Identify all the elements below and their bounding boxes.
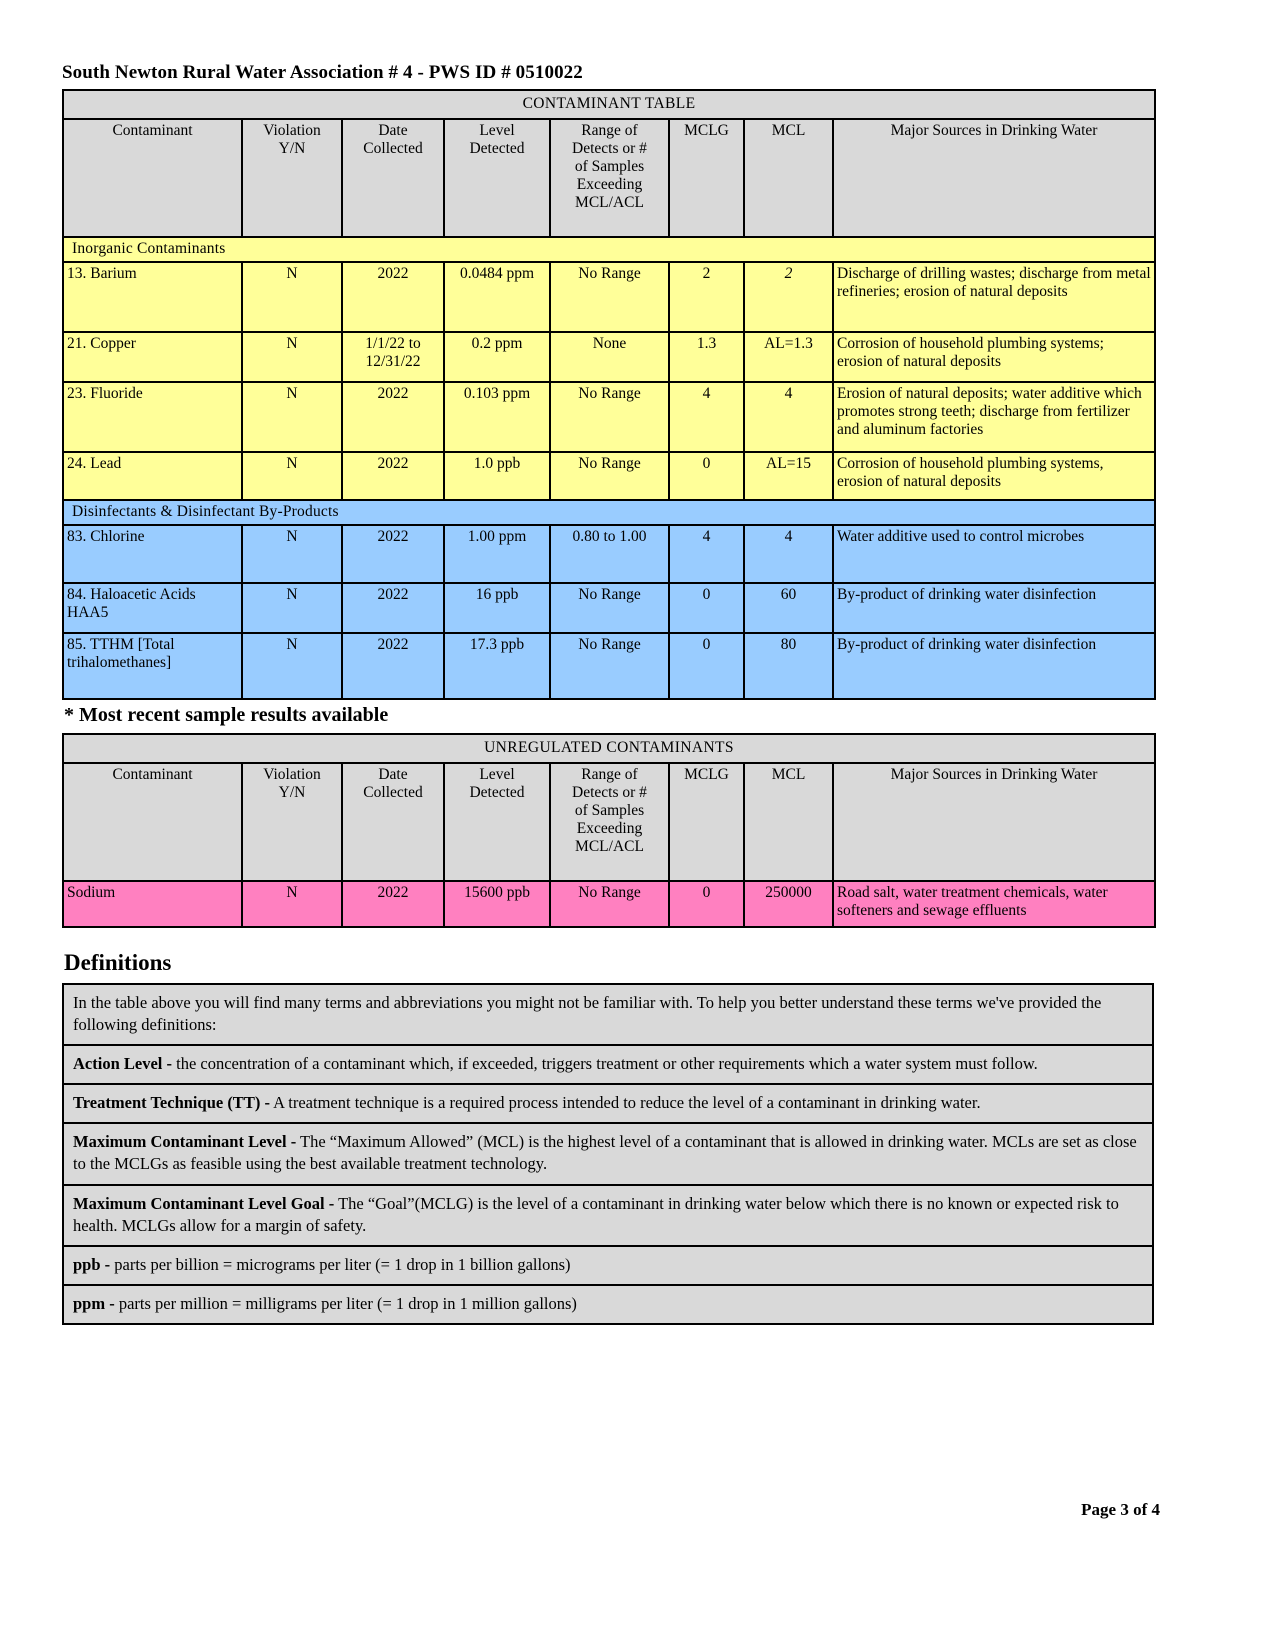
- cell-contaminant: 21. Copper: [63, 332, 242, 382]
- definition-row: [63, 1246, 1153, 1285]
- cell-violation: N: [242, 583, 342, 633]
- cell-violation: N: [242, 525, 342, 583]
- cell-contaminant: 85. TTHM [Total trihalomethanes]: [63, 633, 242, 699]
- table-row: [63, 583, 1155, 633]
- column-header-contaminant-line1: Contaminant: [112, 765, 193, 783]
- cell-violation: N: [242, 452, 342, 500]
- definition-mclg: [63, 1185, 1153, 1246]
- group-label-inorganic: Inorganic Contaminants: [63, 237, 1155, 262]
- page-footer: Page 3 of 4: [1081, 1500, 1160, 1519]
- cell-date: 2022: [342, 583, 444, 633]
- column-header-violation-line1: Violation: [263, 121, 321, 139]
- cell-contaminant: 13. Barium: [63, 262, 242, 332]
- cell-mcl: 4: [744, 525, 833, 583]
- cell-sources: By-product of drinking water disinfection: [833, 633, 1155, 699]
- column-header-range-line1: Range of: [581, 765, 638, 783]
- column-header-contaminant-line1: Contaminant: [112, 121, 193, 139]
- cell-violation: N: [242, 881, 342, 927]
- cell-sources: Corrosion of household plumbing systems, erosion of natural deposits: [833, 452, 1155, 500]
- cell-level: 0.103 ppm: [444, 382, 550, 452]
- cell-mclg: 2: [669, 262, 744, 332]
- cell-sources: Water additive used to control microbes: [833, 525, 1155, 583]
- definition-mcl: [63, 1123, 1153, 1184]
- definitions-heading: Definitions: [64, 949, 172, 975]
- definition-intro-text: In the table above you will find many terms and abbreviations you might not be familiar with. To help you better understand these terms we've provided the following definitions:: [63, 984, 1153, 1045]
- column-header-range-line3: of Samples: [574, 801, 645, 819]
- column-header-range-line3: of Samples: [574, 157, 645, 175]
- contaminant-table-banner-row: [63, 90, 1155, 119]
- group-label-disinfectants: Disinfectants & Disinfectant By-Products: [63, 500, 1155, 525]
- cell-range: 0.80 to 1.00: [550, 525, 669, 583]
- column-header-sources: [833, 119, 1155, 237]
- column-header-mcl-text: MCL: [771, 765, 806, 783]
- definition-term: Treatment Technique (TT) -: [73, 1093, 270, 1113]
- cell-date: 2022: [342, 452, 444, 500]
- column-header-sources-text: Major Sources in Drinking Water: [890, 121, 1098, 139]
- cell-date: 2022: [342, 633, 444, 699]
- column-header-range-line4: Exceeding: [576, 175, 643, 193]
- definition-text: parts per billion = micrograms per liter (= 1 drop in 1 billion gallons): [110, 1254, 571, 1274]
- cell-level: 17.3 ppb: [444, 633, 550, 699]
- definition-row: [63, 1285, 1153, 1324]
- column-header-date-collected: [342, 763, 444, 881]
- definition-row-intro: [63, 984, 1153, 1045]
- group-header-row-inorganic: [63, 237, 1155, 262]
- unregulated-contaminants-table: [62, 733, 1156, 928]
- column-header-contaminant: [63, 119, 242, 237]
- column-header-violation: [242, 763, 342, 881]
- column-header-level-line1: Level: [479, 121, 515, 139]
- definition-text: the concentration of a contaminant which, if exceeded, triggers treatment or other requirements which a water system must follow.: [171, 1054, 1038, 1074]
- cell-mcl: 2: [744, 262, 833, 332]
- column-header-mclg-text: MCLG: [684, 121, 729, 139]
- column-header-mcl: [744, 119, 833, 237]
- cell-range: No Range: [550, 382, 669, 452]
- definition-text: A treatment technique is a required process intended to reduce the level of a contaminant in drinking water.: [269, 1093, 981, 1113]
- column-header-range: [550, 119, 669, 237]
- cell-date: 1/1/22 to 12/31/22: [342, 332, 444, 382]
- cell-mclg: 0: [669, 633, 744, 699]
- definition-row: [63, 1045, 1153, 1084]
- column-header-level-line2: Detected: [469, 783, 525, 801]
- column-header-sources: [833, 763, 1155, 881]
- definition-term: ppm -: [73, 1293, 115, 1313]
- cell-contaminant: 84. Haloacetic Acids HAA5: [63, 583, 242, 633]
- column-header-range-line1: Range of: [581, 121, 638, 139]
- contaminant-table: [62, 89, 1156, 700]
- cell-mcl: 4: [744, 382, 833, 452]
- table-row: [63, 262, 1155, 332]
- table-row: [63, 881, 1155, 927]
- cell-range: No Range: [550, 452, 669, 500]
- definition-treatment-technique: [63, 1084, 1153, 1123]
- table-row: [63, 633, 1155, 699]
- cell-contaminant: 23. Fluoride: [63, 382, 242, 452]
- cell-contaminant: 24. Lead: [63, 452, 242, 500]
- cell-mcl: AL=1.3: [744, 332, 833, 382]
- cell-mclg: 0: [669, 583, 744, 633]
- definition-ppm: [63, 1285, 1153, 1324]
- cell-mclg: 1.3: [669, 332, 744, 382]
- cell-mcl: 80: [744, 633, 833, 699]
- cell-violation: N: [242, 332, 342, 382]
- cell-date: 2022: [342, 525, 444, 583]
- page-title: South Newton Rural Water Association # 4 - PWS ID # 0510022: [62, 62, 583, 83]
- cell-date: 2022: [342, 382, 444, 452]
- contaminant-table-banner: CONTAMINANT TABLE: [63, 90, 1155, 119]
- definition-row: [63, 1123, 1153, 1184]
- cell-range: No Range: [550, 881, 669, 927]
- column-header-violation-line1: Violation: [263, 765, 321, 783]
- cell-sources: Corrosion of household plumbing systems; erosion of natural deposits: [833, 332, 1155, 382]
- definition-action-level: [63, 1045, 1153, 1084]
- cell-mclg: 4: [669, 525, 744, 583]
- definition-term: Maximum Contaminant Level -: [73, 1132, 297, 1152]
- cell-mclg: 0: [669, 452, 744, 500]
- cell-sources: Road salt, water treatment chemicals, water softeners and sewage effluents: [833, 881, 1155, 927]
- cell-sources: By-product of drinking water disinfection: [833, 583, 1155, 633]
- cell-range: No Range: [550, 583, 669, 633]
- contaminant-table-header-row: [63, 119, 1155, 237]
- column-header-range: [550, 763, 669, 881]
- column-header-date-line1: Date: [378, 121, 408, 139]
- column-header-date-collected: [342, 119, 444, 237]
- cell-range: None: [550, 332, 669, 382]
- cell-mcl: AL=15: [744, 452, 833, 500]
- cell-range: No Range: [550, 633, 669, 699]
- cell-violation: N: [242, 382, 342, 452]
- unregulated-banner-row: [63, 734, 1155, 763]
- cell-range: No Range: [550, 262, 669, 332]
- group-header-row-disinfectants: [63, 500, 1155, 525]
- table-row: [63, 525, 1155, 583]
- column-header-mclg-text: MCLG: [684, 765, 729, 783]
- cell-mcl: 250000: [744, 881, 833, 927]
- column-header-mcl: [744, 763, 833, 881]
- cell-mcl: 60: [744, 583, 833, 633]
- definition-text: The “Goal”(MCLG) is the level of a contaminant in drinking water below which there is no known or expected risk to health. MCLGs allow for a margin of safety.: [73, 1193, 1119, 1235]
- column-header-range-line4: Exceeding: [576, 819, 643, 837]
- cell-contaminant: Sodium: [63, 881, 242, 927]
- column-header-level-line2: Detected: [469, 139, 525, 157]
- most-recent-sample-note: * Most recent sample results available: [64, 703, 389, 726]
- definitions-table: [62, 983, 1154, 1325]
- column-header-range-line5: MCL/ACL: [575, 193, 644, 211]
- definition-row: [63, 1084, 1153, 1123]
- column-header-level-detected: [444, 763, 550, 881]
- column-header-violation: [242, 119, 342, 237]
- definition-text: The “Maximum Allowed” (MCL) is the highest level of a contaminant that is allowed in drinking water. MCLs are set as close to the MCLGs as feasible using the best available treatment technology.: [73, 1132, 1137, 1174]
- cell-date: 2022: [342, 881, 444, 927]
- cell-level: 0.2 ppm: [444, 332, 550, 382]
- column-header-date-line1: Date: [378, 765, 408, 783]
- definition-text: parts per million = milligrams per liter (= 1 drop in 1 million gallons): [114, 1293, 577, 1313]
- unregulated-table-banner: UNREGULATED CONTAMINANTS: [63, 734, 1155, 763]
- column-header-range-line5: MCL/ACL: [575, 837, 644, 855]
- unregulated-header-row: [63, 763, 1155, 881]
- cell-violation: N: [242, 633, 342, 699]
- cell-sources: Erosion of natural deposits; water additive which promotes strong teeth; discharge from fertilizer and aluminum factories: [833, 382, 1155, 452]
- column-header-violation-line2: Y/N: [278, 783, 306, 801]
- table-row: [63, 332, 1155, 382]
- cell-level: 1.00 ppm: [444, 525, 550, 583]
- column-header-contaminant: [63, 763, 242, 881]
- column-header-date-line2: Collected: [363, 139, 423, 157]
- column-header-date-line2: Collected: [363, 783, 423, 801]
- cell-level: 1.0 ppb: [444, 452, 550, 500]
- column-header-sources-text: Major Sources in Drinking Water: [890, 765, 1098, 783]
- cell-date: 2022: [342, 262, 444, 332]
- definition-ppb: [63, 1246, 1153, 1285]
- column-header-mclg: [669, 763, 744, 881]
- column-header-level-line1: Level: [479, 765, 515, 783]
- cell-mclg: 0: [669, 881, 744, 927]
- cell-contaminant: 83. Chlorine: [63, 525, 242, 583]
- column-header-mclg: [669, 119, 744, 237]
- table-row: [63, 452, 1155, 500]
- cell-mclg: 4: [669, 382, 744, 452]
- definition-row: [63, 1185, 1153, 1246]
- column-header-violation-line2: Y/N: [278, 139, 306, 157]
- column-header-range-line2: Detects or #: [572, 783, 647, 801]
- definition-term: Action Level -: [73, 1054, 172, 1074]
- cell-level: 15600 ppb: [444, 881, 550, 927]
- definition-term: ppb -: [73, 1254, 111, 1274]
- cell-level: 0.0484 ppm: [444, 262, 550, 332]
- cell-violation: N: [242, 262, 342, 332]
- cell-sources: Discharge of drilling wastes; discharge from metal refineries; erosion of natural deposits: [833, 262, 1155, 332]
- column-header-range-line2: Detects or #: [572, 139, 647, 157]
- cell-level: 16 ppb: [444, 583, 550, 633]
- column-header-level-detected: [444, 119, 550, 237]
- definition-term: Maximum Contaminant Level Goal -: [73, 1193, 335, 1213]
- table-row: [63, 382, 1155, 452]
- column-header-mcl-text: MCL: [771, 121, 806, 139]
